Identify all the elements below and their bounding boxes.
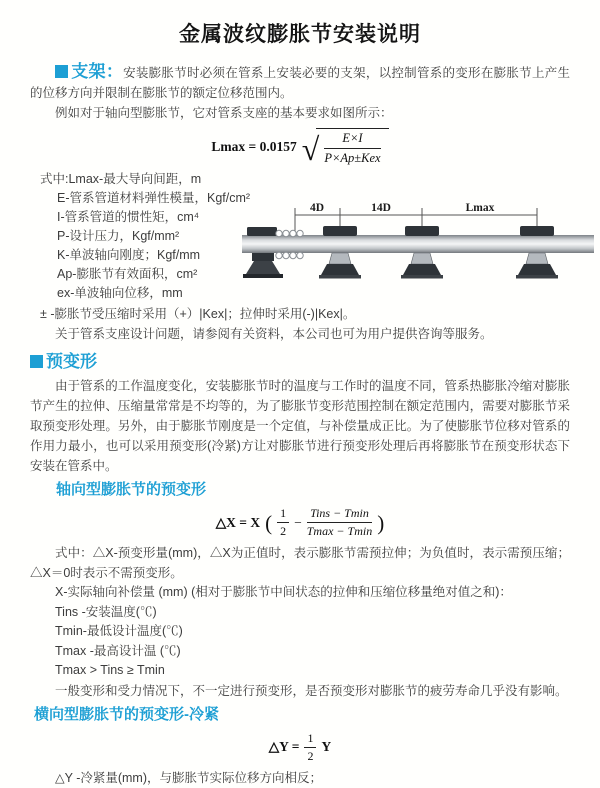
predeform-paragraph: 由于管系的工作温度变化，安装膨胀节时的温度与工作时的温度不同，管系热膨胀冷缩对膨胀节产生的拉伸、压缩量常常是不均等的，为了膨胀节变形范围控制在额定范围内，需要对膨胀节采取预变形处理。另外，由于膨胀节刚度是一个定值，与补偿量成正比。为了使膨胀节位移对管系的作用力最小，也可以采用预变形(冷紧)方让对膨胀节进行预变形处理后再将膨胀节在预变形状态下安装在管系中。 bbox=[30, 379, 570, 473]
predeform-heading-label: 预变形 bbox=[46, 352, 97, 371]
plusminus-note: ± -膨胀节受压缩时采用（+）|Kex|；拉伸时采用(-)|Kex|。 bbox=[40, 307, 356, 321]
def-line: P-设计压力，Kgf/mm² bbox=[57, 229, 180, 243]
support-example-line: 例如对于轴向型膨胀节，它对管系支座的基本要求如图所示： bbox=[55, 106, 393, 120]
pipe-support-diagram bbox=[242, 200, 594, 298]
def-line: X-实际轴向补偿量 (mm) (相对于膨胀节中间状态的拉伸和压缩位移量绝对值之和)： bbox=[55, 585, 512, 599]
fraction-numerator: Tins − Tmin bbox=[307, 506, 372, 523]
right-paren: ) bbox=[377, 510, 385, 535]
lateral-formula-rhs: Y bbox=[321, 739, 332, 754]
axial-formula bbox=[30, 506, 570, 539]
def-line: Tmin-最低设计温度(℃) bbox=[55, 624, 183, 638]
sqrt-denominator: P×Ap±Kex bbox=[324, 151, 381, 165]
axial-subheading: 轴向型膨胀节的预变形 bbox=[56, 481, 207, 498]
axial-definitions bbox=[30, 583, 570, 681]
def-line: E-管系管道材料弹性模量，Kgf/cm² bbox=[57, 191, 251, 205]
section-bullet-icon bbox=[55, 65, 68, 78]
consult-note: 关于管系支座设计问题，请参阅有关资料，本公司也可为用户提供咨询等服务。 bbox=[55, 327, 493, 341]
support-intro-text: 安装膨胀节时必须在管系上安装必要的支架，以控制管系的变形在膨胀节上产生的位移方向并限制在膨胀节的额定位移范围内。 bbox=[30, 66, 570, 100]
lmax-formula bbox=[30, 128, 570, 166]
fraction-numerator: 1 bbox=[277, 506, 289, 523]
lateral-formula bbox=[30, 731, 570, 764]
fraction-numerator: 1 bbox=[304, 731, 316, 748]
lateral-subheading: 横向型膨胀节的预变形-冷紧 bbox=[34, 705, 219, 723]
lateral-formula-lhs: △Y = bbox=[268, 739, 300, 754]
def-line: K-单波轴向刚度；Kgf/mm bbox=[57, 248, 201, 262]
dim-label-14d: 14D bbox=[371, 202, 391, 214]
lateral-note: △Y -冷紧量(mm)，与膨胀节实际位移方向相反； bbox=[55, 770, 323, 785]
sqrt-numerator: E×I bbox=[324, 131, 380, 149]
axial-note: 一般变形和受力情况下，不一定进行预变形，是否预变形对膨胀节的疲劳寿命几乎没有影响。 bbox=[55, 683, 568, 698]
def-line: ex-单波轴向位移，mm bbox=[57, 286, 183, 300]
sqrt-sign-icon: √ bbox=[301, 131, 320, 167]
fraction-denominator: Tmax − Tmin bbox=[306, 524, 373, 538]
def-line: Ap-膨胀节有效面积，cm² bbox=[57, 267, 198, 281]
axial-formula-lhs: △X = X bbox=[215, 514, 261, 530]
def-line: 式中:Lmax-最大导向间距，m bbox=[40, 172, 202, 186]
def-line: Tmax > Tins ≥ Tmin bbox=[55, 663, 165, 677]
lmax-formula-lhs: Lmax = 0.0157 bbox=[211, 139, 297, 154]
temperature-fraction bbox=[307, 506, 372, 539]
axial-explain-paragraph: 式中：△X-预变形量(mm)，△X为正值时，表示膨胀节需预拉伸；为负值时，表示需预压缩；△X＝0时表示不需预变形。 bbox=[30, 546, 570, 580]
def-line: Tmax -最高设计温 (℃) bbox=[55, 643, 181, 658]
section-support-heading: 支架： bbox=[71, 62, 124, 81]
half-fraction bbox=[304, 731, 316, 764]
dim-label-4d: 4D bbox=[309, 202, 325, 214]
definitions-and-diagram bbox=[40, 170, 570, 304]
fraction-denominator: 2 bbox=[307, 748, 314, 763]
page-title: 金属波纹膨胀节安装说明 bbox=[179, 23, 421, 46]
half-fraction bbox=[277, 506, 289, 539]
sqrt-radical bbox=[302, 128, 389, 166]
minus-sign: − bbox=[294, 514, 302, 530]
pipe bbox=[242, 235, 594, 253]
dim-label-lmax: Lmax bbox=[465, 202, 495, 214]
section-predeform-heading bbox=[30, 351, 570, 373]
section-bullet-icon bbox=[30, 355, 43, 368]
def-line: I-管系管道的惯性矩，cm⁴ bbox=[57, 210, 200, 224]
left-paren: ( bbox=[265, 510, 273, 535]
support-intro-paragraph bbox=[30, 62, 570, 103]
def-line: Tins -安装温度(℃) bbox=[55, 604, 157, 619]
fraction-denominator: 2 bbox=[280, 524, 287, 538]
